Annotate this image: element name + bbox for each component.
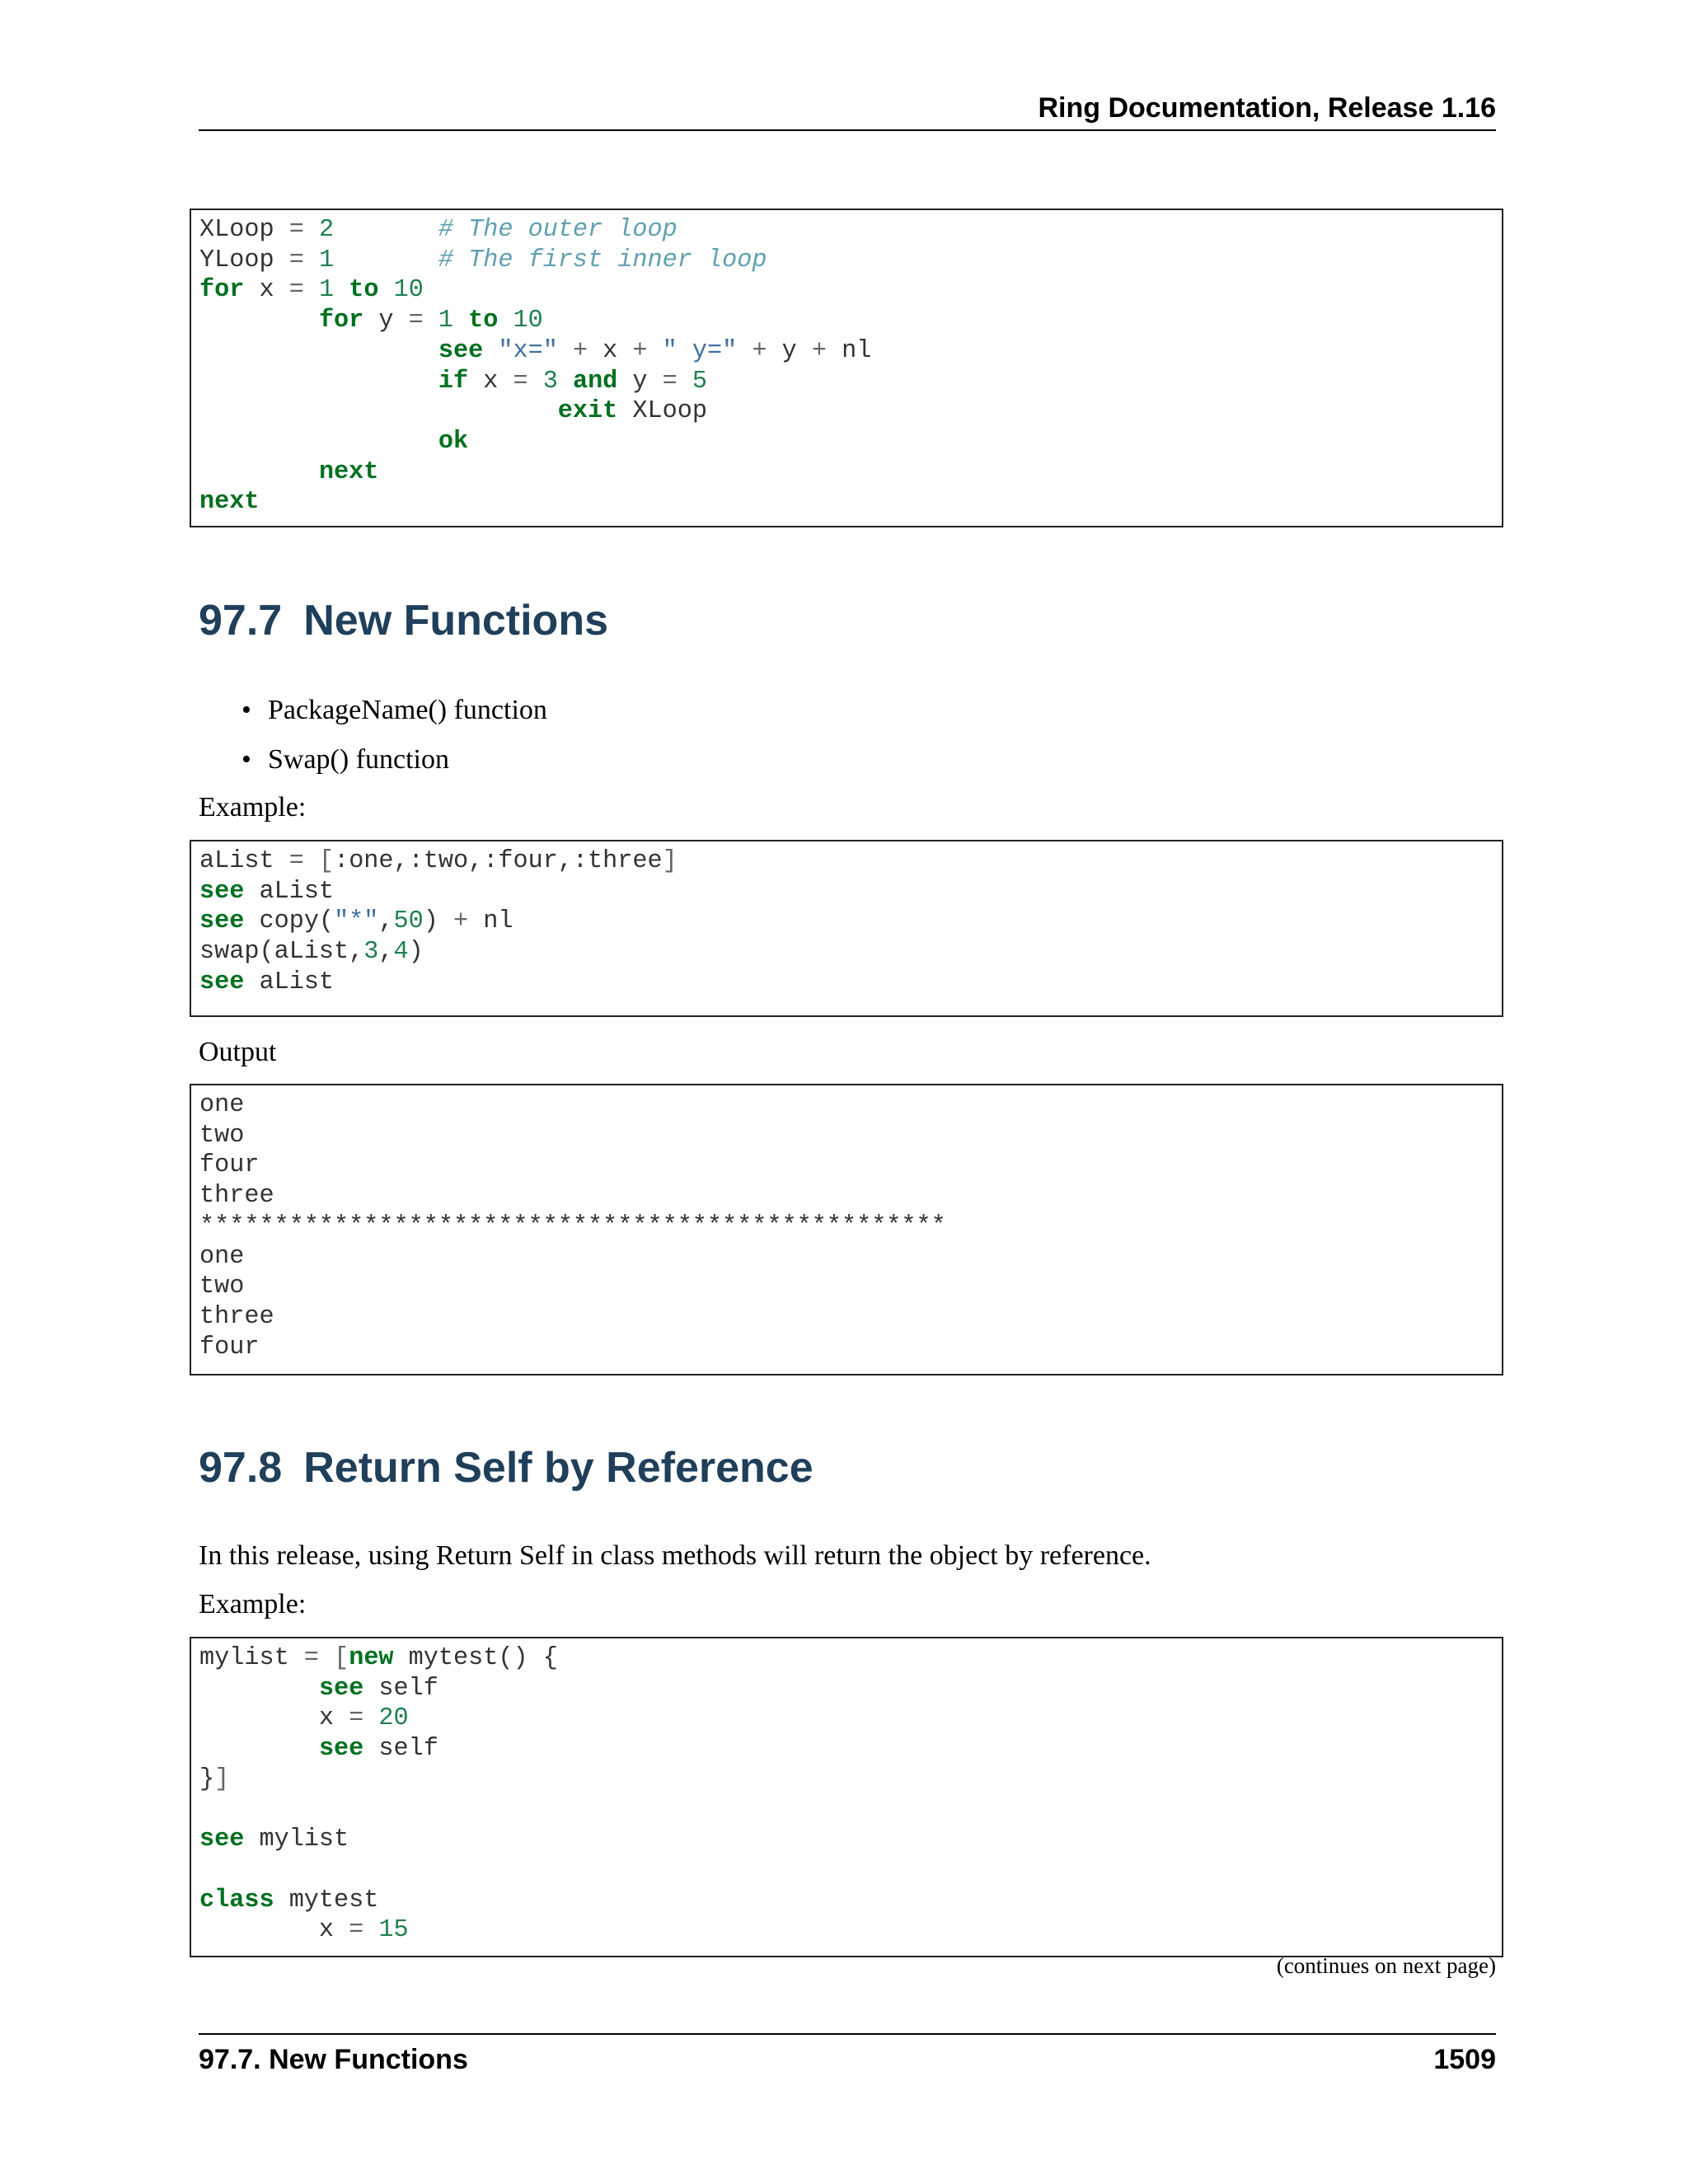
code-line: see mylist	[199, 1825, 349, 1854]
section-title: New Functions	[303, 597, 609, 644]
list-item	[199, 686, 547, 735]
code-line: one	[199, 1091, 245, 1119]
footer-section-title: 97.7. New Functions	[199, 2044, 468, 2075]
running-header-title: Ring Documentation, Release 1.16	[1038, 92, 1496, 124]
code-block-output	[190, 1084, 1503, 1376]
header-rule	[199, 129, 1496, 131]
code-line: three	[199, 1302, 274, 1331]
page-number: 1509	[1433, 2044, 1496, 2075]
section-number: 97.7	[199, 597, 283, 644]
list-item-text: PackageName() function	[268, 695, 547, 725]
code-line: see "x=" + x + " y=" + y + nl	[438, 336, 872, 365]
section-number: 97.8	[199, 1444, 283, 1492]
return-self-paragraph: In this release, using Return Self in class methods will return the object by reference.	[199, 1540, 1151, 1571]
code-line: next	[318, 457, 379, 486]
code-line: see self	[318, 1735, 438, 1764]
code-line: for x = 1 to 10	[199, 276, 424, 305]
code-block-return-self-example	[190, 1637, 1503, 1957]
code-line: exit XLoop	[557, 397, 707, 426]
code-line: mylist = [new mytest() {	[199, 1644, 558, 1672]
section-heading-new-functions	[199, 596, 608, 645]
bullet-marker: •	[241, 744, 251, 775]
bullet-marker: •	[241, 695, 251, 725]
code-line: YLoop = 1 # The first inner loop	[199, 246, 767, 274]
new-functions-list	[199, 686, 547, 785]
code-line: }]	[199, 1765, 230, 1793]
section-title: Return Self by Reference	[303, 1444, 814, 1492]
code-block-swap-example	[190, 840, 1503, 1017]
code-line: if x = 3 and y = 5	[438, 367, 708, 396]
code-line: see aList	[199, 968, 335, 996]
list-item-text: Swap() function	[268, 744, 450, 775]
code-line: for y = 1 to 10	[318, 307, 543, 335]
code-line: class mytest	[199, 1886, 379, 1915]
code-line: see aList	[199, 877, 335, 906]
code-line: swap(aList,3,4)	[199, 938, 424, 967]
section-heading-return-self	[199, 1443, 814, 1493]
code-line: aList = [:one,:two,:four,:three]	[199, 847, 678, 875]
footer-rule	[199, 2033, 1496, 2035]
code-block-loop-example	[190, 209, 1503, 527]
code-line: three	[199, 1182, 274, 1211]
code-line: two	[199, 1272, 245, 1301]
code-line: four	[199, 1151, 260, 1180]
code-line: see copy("*",50) + nl	[199, 907, 513, 936]
code-line: x = 15	[199, 1916, 409, 1945]
example-label: Example:	[199, 792, 307, 823]
code-line: two	[199, 1121, 245, 1150]
code-line: next	[199, 488, 260, 517]
code-line: ok	[438, 427, 469, 456]
code-line: **************************************************	[199, 1212, 946, 1240]
list-item	[199, 735, 547, 785]
code-line: one	[199, 1242, 245, 1271]
code-line: see self	[318, 1674, 438, 1703]
code-line: x = 20	[199, 1704, 409, 1733]
code-line: XLoop = 2 # The outer loop	[199, 216, 678, 244]
output-label: Output	[199, 1037, 277, 1067]
code-line: four	[199, 1333, 260, 1361]
example-label: Example:	[199, 1589, 307, 1619]
continues-note: (continues on next page)	[1276, 1953, 1496, 1978]
